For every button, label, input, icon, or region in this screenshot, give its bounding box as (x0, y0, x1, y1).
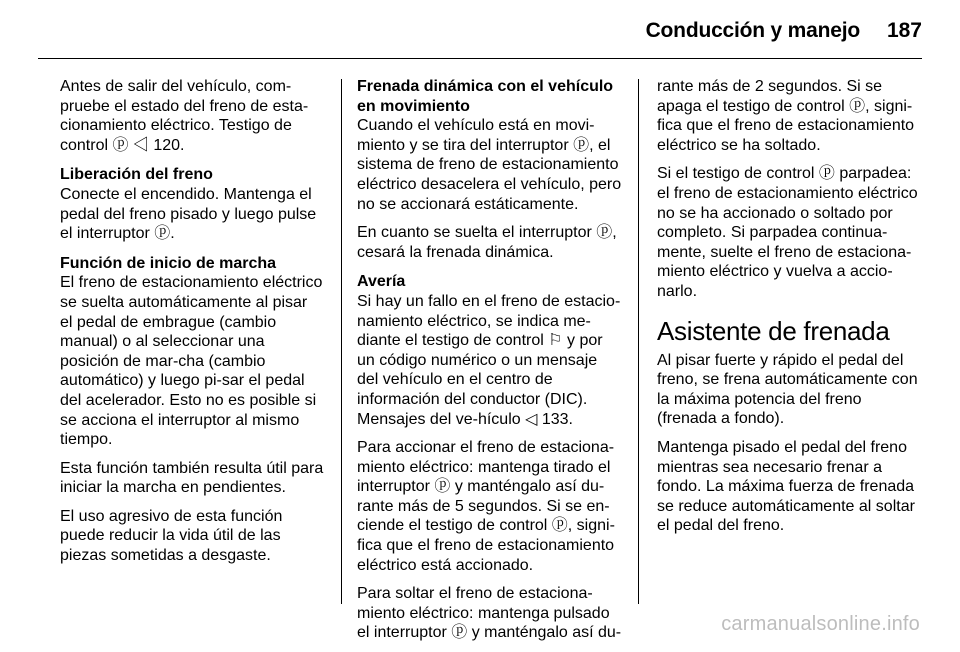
intro-paragraph: Antes de salir del vehículo, com-pruebe el estado del freno de esta-cionamiento eléctrico. Testigo de control ⓟ ◁ 120. (60, 78, 309, 154)
paragraph-averia: Si hay un fallo en el freno de estacio-namiento eléctrico, se indica me-diante el testigo de control ⚐ y por un código numérico o un mensaje del vehículo en el centro de información del conductor (DIC). Mensajes del ve-hículo ◁ 133. (357, 292, 621, 428)
column-1 (60, 77, 324, 575)
column-3 (657, 77, 923, 545)
column-2 (357, 77, 622, 652)
paragraph-parpadea: Si el testigo de control ⓟ parpadea: el freno de estacionamiento eléctrico no se ha accionado o soltado por completo. Si parpadea continua-mente, suelte el freno de estaciona-miento eléctrico y vuelva a accio-narlo. (657, 165, 918, 300)
chapter-title: Conducción y manejo (645, 19, 860, 42)
heading-funcion-inicio: Función de inicio de marcha (60, 254, 277, 272)
paragraph-uso-agresivo: El uso agresivo de esta función puede reducir la vida útil de las piezas sometidas a desgaste. (60, 507, 283, 565)
paragraph-frenada-dinamica: Cuando el vehículo está en movi-miento y se tira del interruptor ⓟ, el sistema de freno de estacionamiento eléctrico desacelera el vehículo, pero no se accionará estáticamente. (357, 117, 622, 213)
paragraph-asistente: Al pisar fuerte y rápido el pedal del freno, se frena automáticamente con la máxima potencia del freno (frenada a fondo). (657, 351, 918, 428)
paragraph-soltar: Para soltar el freno de estaciona-miento eléctrico: mantenga pulsado el interruptor ⓟ y manténgalo así du- (357, 585, 622, 642)
watermark: carmanualsonline.info (721, 613, 920, 635)
paragraph-mantenga: Mantenga pisado el pedal del freno mientras sea necesario frenar a fondo. La máxima fuerza de frenada se reduce automáticamente al soltar el pedal del freno. (657, 438, 915, 535)
heading-liberacion: Liberación del freno (60, 166, 213, 184)
paragraph-liberacion: Conecte el encendido. Mantenga el pedal del freno pisado y luego pulse el interruptor ⓟ. (60, 185, 317, 243)
paragraph-funcion-inicio: El freno de estacionamiento eléctrico se suelta automáticamente al pisar el pedal de embrague (cambio manual) o al seleccionar una posición de mar-cha (cambio automático) y luego pi-sar el pedal del acelerador. Esto no es posible si se acciona el interruptor al mismo tiempo. (60, 274, 323, 449)
paragraph-util: Esta función también resulta útil para iniciar la marcha en pendientes. (60, 459, 324, 497)
heading-averia: Avería (357, 273, 406, 291)
column-divider-2 (638, 79, 639, 604)
paragraph-accionar: Para accionar el freno de estaciona-miento eléctrico: mantenga tirado el interruptor ⓟ y manténgalo así du-rante más de 5 segundos. Si se en-ciende el testigo de control ⓟ, signi-fica que el freno de estacionamiento eléctrico está accionado. (357, 439, 615, 574)
paragraph-continuation: rante más de 2 segundos. Si se apaga el testigo de control ⓟ, signi-fica que el freno de estacionamiento eléctrico se ha soltado. (657, 78, 915, 154)
heading-frenada-dinamica: Frenada dinámica con el vehículo en movimiento (357, 78, 614, 115)
page-header (0, 0, 960, 60)
column-divider-1 (341, 79, 342, 604)
heading-asistente-frenada: Asistente de frenada (657, 315, 890, 346)
paragraph-suelta-interruptor: En cuanto se suelta el interruptor ⓟ, cesará la frenada dinámica. (357, 224, 617, 261)
page-number: 187 (886, 19, 922, 42)
header-divider (38, 58, 922, 59)
